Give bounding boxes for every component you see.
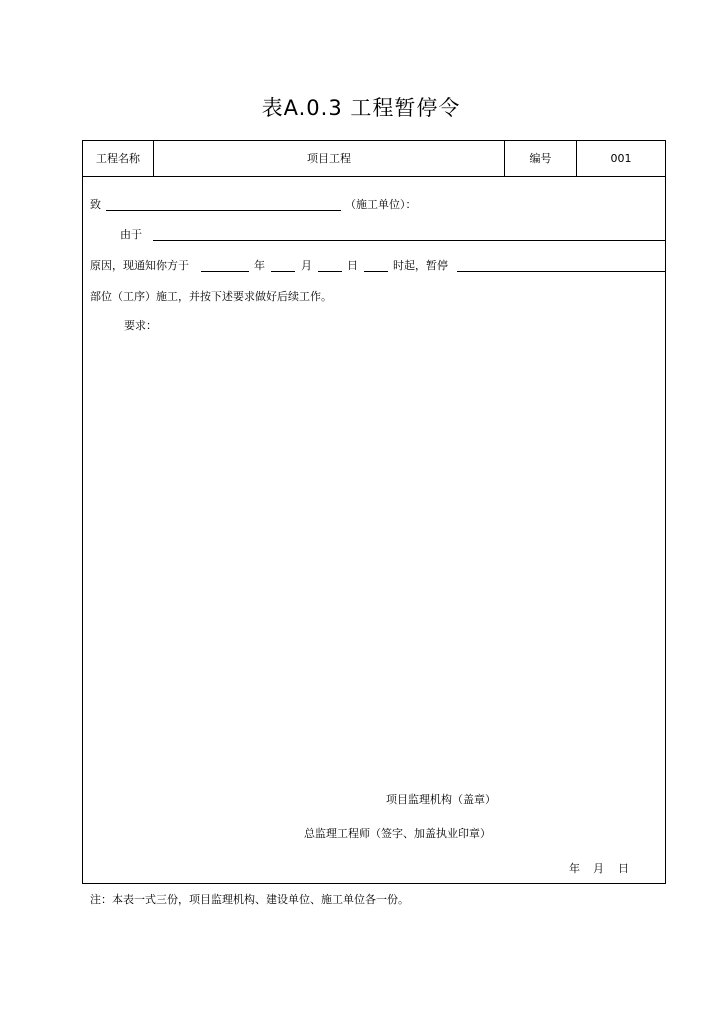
requirements-label: 要求： <box>124 319 157 332</box>
reason-line-end: 时起，暂停 <box>393 259 448 272</box>
footer-note: 注：本表一式三份，项目监理机构、建设单位、施工单位各一份。 <box>90 893 409 906</box>
date-month: 月 <box>593 862 604 875</box>
suspension-order-form <box>82 140 666 884</box>
form-title: 表A.0.3 工程暂停令 <box>261 96 461 120</box>
month-label: 月 <box>301 259 312 272</box>
year-label: 年 <box>254 259 265 272</box>
reason-line-start: 原因，现通知你方于 <box>90 259 189 272</box>
number-label: 编号 <box>505 141 577 176</box>
hour-blank[interactable] <box>364 271 388 272</box>
reason-blank[interactable] <box>153 240 666 241</box>
chief-engineer-signature: 总监理工程师（签字、加盖执业印章） <box>304 827 491 840</box>
because-label: 由于 <box>120 228 142 241</box>
day-blank[interactable] <box>318 271 342 272</box>
to-suffix: （施工单位）： <box>345 198 417 211</box>
to-label: 致 <box>90 198 101 211</box>
date-day: 日 <box>618 862 629 875</box>
month-blank[interactable] <box>271 271 295 272</box>
header-row <box>83 141 665 177</box>
year-blank[interactable] <box>201 271 249 272</box>
suspended-part-blank[interactable] <box>457 271 666 272</box>
number-value[interactable]: 001 <box>610 152 632 165</box>
supervisor-org-seal: 项目监理机构（盖章） <box>386 793 496 806</box>
date-year: 年 <box>569 862 580 875</box>
work-instruction-text: 部位（工序）施工，并按下述要求做好后续工作。 <box>90 290 332 303</box>
project-name-value[interactable]: 项目工程 <box>154 141 505 176</box>
contractor-blank[interactable] <box>106 210 341 211</box>
day-label: 日 <box>347 259 358 272</box>
project-name-label: 工程名称 <box>83 141 154 176</box>
